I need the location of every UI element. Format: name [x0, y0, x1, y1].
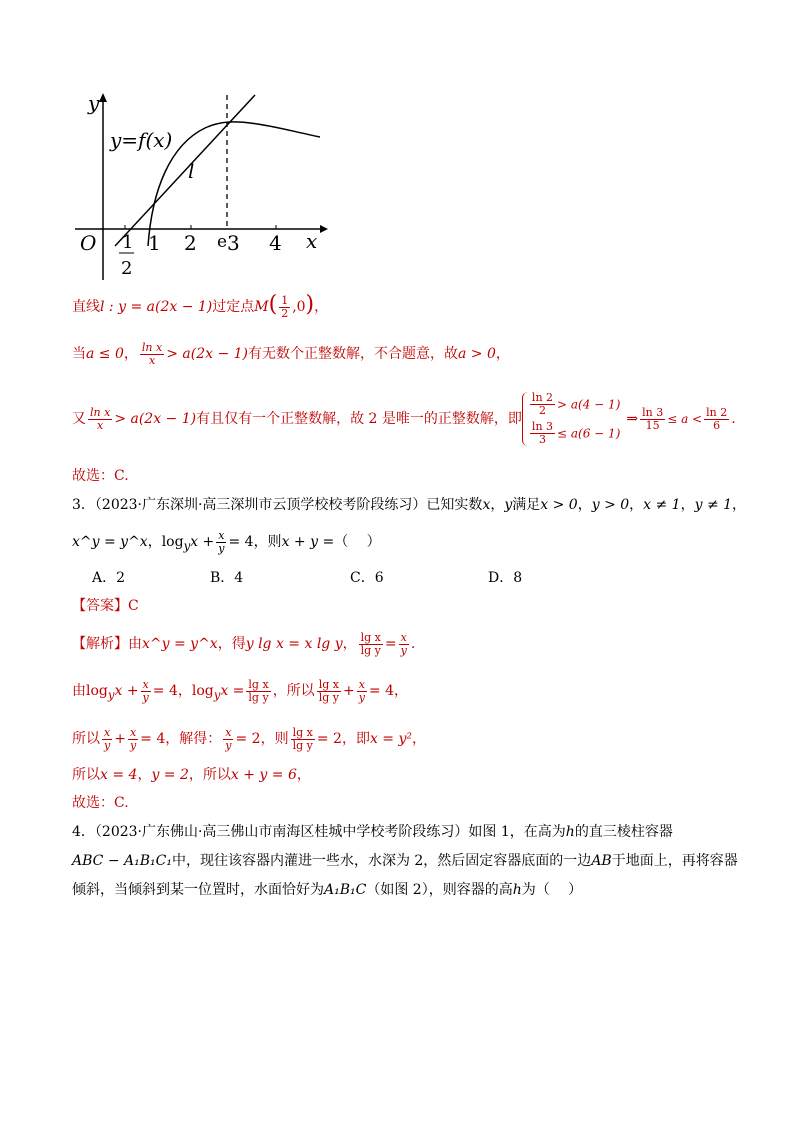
text: 由	[128, 636, 142, 652]
text: ，所以	[272, 683, 315, 699]
math: y > 0	[591, 497, 630, 513]
text: ，	[629, 497, 644, 513]
math: x = 4	[100, 767, 138, 783]
option-c[interactable]: C．6	[350, 570, 384, 586]
math: x +	[114, 683, 139, 699]
implies-symbol: ⇒	[626, 411, 639, 427]
math: h	[512, 882, 522, 898]
math: x > 0	[540, 497, 578, 513]
math: ≤ a(6 − 1)	[557, 426, 621, 441]
q3-analysis-line4	[72, 765, 311, 785]
text: （如图 2），则容器的高	[366, 882, 513, 898]
q3-options	[92, 568, 522, 588]
answer-value: C	[128, 598, 139, 614]
tick-label-2: 2	[184, 231, 197, 255]
option-a[interactable]: A．2	[92, 570, 126, 586]
text: ，	[296, 767, 311, 783]
sol2-choice: 故选：C.	[72, 468, 129, 484]
tick-label-3: 3	[227, 231, 240, 255]
frac-den: 6	[713, 418, 721, 432]
q3-analysis-line2	[72, 676, 408, 706]
text: ，则	[253, 534, 282, 550]
frac-den: y	[129, 738, 137, 752]
text: 由	[72, 683, 86, 699]
frac-den: y	[104, 738, 111, 752]
function-graph-figure	[70, 90, 330, 285]
math: AB	[591, 853, 612, 869]
frac-den: lg y	[318, 690, 339, 704]
text: （ ）	[334, 534, 381, 550]
frac-num: ln x	[141, 340, 163, 354]
math: > a(2x − 1)	[166, 346, 248, 362]
math: M	[254, 299, 269, 315]
q4-stem-line2	[72, 851, 738, 871]
frac-den: y	[225, 738, 232, 752]
text: .	[731, 411, 736, 427]
text: ，	[490, 497, 505, 513]
math: = 4	[140, 731, 166, 747]
text: ，	[342, 636, 357, 652]
origin-label: O	[80, 231, 97, 255]
frac-num: lg x	[359, 632, 383, 645]
text: ，	[495, 346, 510, 362]
text: 中，现往该容器内灌进一些水，水深为 2，然后固定容器底面的一边	[171, 853, 592, 869]
math: y	[107, 687, 115, 702]
frac-den: y	[400, 643, 407, 657]
math: y ≠ 1	[694, 497, 733, 513]
text: 所以	[72, 731, 100, 747]
frac-den: y	[358, 690, 365, 704]
math: x^y = y^x	[72, 534, 148, 550]
text: 4．（2023·广东佛山·高三佛山市南海区桂城中学校考阶段练习）如图 1，在高为	[72, 824, 566, 840]
q3-choice: 故选：C.	[72, 795, 129, 811]
math: x +	[190, 534, 215, 550]
math: x + y =	[281, 534, 335, 550]
frac-num: x	[104, 725, 111, 739]
frac-num: x	[218, 528, 225, 542]
text: ，即	[341, 731, 370, 747]
sol2-line1: 直线l : y = a(2x − 1)过定点M( $\frac{1}{2}$ ,0)，	[72, 292, 329, 320]
text: ，	[732, 497, 747, 513]
frac-den: y	[218, 541, 225, 555]
math: log	[86, 683, 108, 699]
text: 所以	[72, 767, 100, 783]
text: ，所以	[188, 767, 231, 783]
option-d[interactable]: D．8	[488, 570, 523, 586]
q4-stem-line3	[72, 880, 582, 900]
math: h	[565, 824, 575, 840]
frac-num: ln 3	[531, 420, 554, 433]
math: ABC − A₁B₁C₁	[72, 853, 172, 869]
math: x + y = 6	[230, 767, 297, 783]
text: ，	[123, 346, 138, 362]
math: =	[384, 636, 397, 652]
tick-label-half-num: 1	[122, 232, 134, 253]
frac-num: x	[142, 677, 149, 691]
text: ，则	[260, 731, 289, 747]
frac-num: ln 2	[706, 405, 728, 419]
curve-label: y=f(x)	[110, 128, 173, 152]
frac-num: ln 2	[531, 391, 554, 404]
q3-stem-line1	[72, 494, 746, 516]
frac-num: ln 3	[642, 405, 664, 419]
tick-label-half-den: 2	[121, 258, 133, 279]
text: 当	[72, 346, 86, 362]
math: = 2	[235, 731, 261, 747]
frac-den: 3	[538, 433, 546, 446]
tick-label-4: 4	[269, 231, 282, 255]
inequality-system	[522, 392, 620, 446]
math: > a(2x − 1)	[114, 411, 197, 427]
math: y	[183, 538, 191, 553]
frac-den: lg y	[248, 690, 269, 704]
frac-den: 2	[281, 306, 289, 320]
text: 的直三棱柱容器	[574, 824, 673, 840]
line-label: l	[188, 159, 195, 183]
math: +	[114, 731, 126, 747]
option-b[interactable]: B．4	[210, 570, 244, 586]
text: 有无数个正整数解，不合题意，故	[248, 346, 458, 362]
frac-num: x	[225, 725, 232, 739]
text: .	[410, 636, 416, 652]
text: ，得	[217, 636, 246, 652]
math: a > 0	[458, 346, 496, 362]
text: ，	[314, 299, 329, 315]
math: y lg x = x lg y	[245, 636, 343, 652]
text: 直线	[72, 299, 100, 315]
x-axis-label: x	[306, 229, 318, 253]
text: 满足	[512, 497, 541, 513]
sol2-line2	[72, 340, 510, 368]
frac-den: y	[142, 690, 149, 704]
math: = 2	[316, 731, 342, 747]
analysis-tag: 【解析】	[72, 636, 128, 652]
y-axis-label: y	[88, 91, 100, 115]
math: x =	[220, 683, 245, 699]
frac-num: lg x	[291, 727, 315, 740]
text: ，	[147, 534, 162, 550]
q3-analysis-line1	[72, 630, 415, 658]
math: a ≤ 0	[86, 346, 124, 362]
math: +	[342, 683, 355, 699]
math: > a(4 − 1)	[557, 397, 621, 412]
math: = 4	[368, 683, 395, 699]
sol2-line3	[72, 383, 736, 455]
q3-analysis-line3	[72, 724, 426, 754]
frac-den: x	[148, 353, 156, 367]
frac-den: lg y	[292, 738, 313, 752]
frac-den: 15	[645, 418, 660, 432]
tick-label-e: e	[217, 232, 228, 252]
math: log	[191, 683, 214, 699]
math: y = 2	[151, 767, 189, 783]
math: y	[504, 497, 513, 513]
text: 有且仅有一个正整数解，故 2 是唯一的正整数解，即	[196, 411, 522, 427]
text: 倾斜，当倾斜到某一位置时，水面恰好为	[72, 882, 324, 898]
text: 又	[72, 411, 86, 427]
text: ,0	[292, 299, 306, 315]
text: ，	[577, 497, 592, 513]
frac-num: lg x	[317, 679, 341, 692]
text: ，	[394, 683, 409, 699]
frac-num: lg x	[246, 679, 270, 692]
text: 于地面上，再将容器	[611, 853, 738, 869]
text: ，	[137, 767, 152, 783]
frac-den: 2	[538, 404, 546, 417]
frac-num: 1	[281, 293, 289, 307]
math: = 4	[152, 683, 178, 699]
frac-num: ln x	[90, 405, 111, 419]
line-l	[115, 95, 255, 246]
q3-answer	[72, 596, 139, 616]
tick-label-1: 1	[148, 231, 161, 255]
text: 3．（2023·广东深圳·高三深圳市云顶学校校考阶段练习）已知实数	[72, 497, 483, 513]
x-axis-arrow	[320, 225, 328, 233]
frac-num: x	[129, 725, 137, 739]
text: ，	[412, 731, 427, 747]
curve-f	[148, 122, 320, 246]
frac-num: x	[358, 677, 365, 691]
math: A₁B₁C	[324, 882, 367, 898]
math: x ≠ 1	[643, 497, 681, 513]
q4-stem-line1	[72, 822, 673, 842]
math: ≤ a <	[667, 412, 703, 426]
math: y	[213, 687, 221, 702]
math: = 4	[228, 534, 254, 550]
text: ，	[680, 497, 695, 513]
text: ，解得：	[165, 731, 222, 747]
math: x^y = y^x	[142, 636, 218, 652]
text: 为（ ）	[521, 882, 583, 898]
y-axis-arrow	[99, 93, 107, 102]
frac-den: lg y	[360, 643, 381, 657]
q3-stem-line2	[72, 528, 381, 556]
math: l : y = a(2x − 1)	[100, 299, 213, 315]
text: 过定点	[212, 299, 255, 315]
math: x	[482, 497, 491, 513]
math: log	[161, 534, 184, 550]
frac-den: x	[97, 418, 104, 432]
math: x = y²	[369, 731, 413, 747]
answer-tag: 【答案】	[72, 598, 128, 614]
text: ，	[177, 683, 192, 699]
frac-num: x	[400, 630, 407, 644]
